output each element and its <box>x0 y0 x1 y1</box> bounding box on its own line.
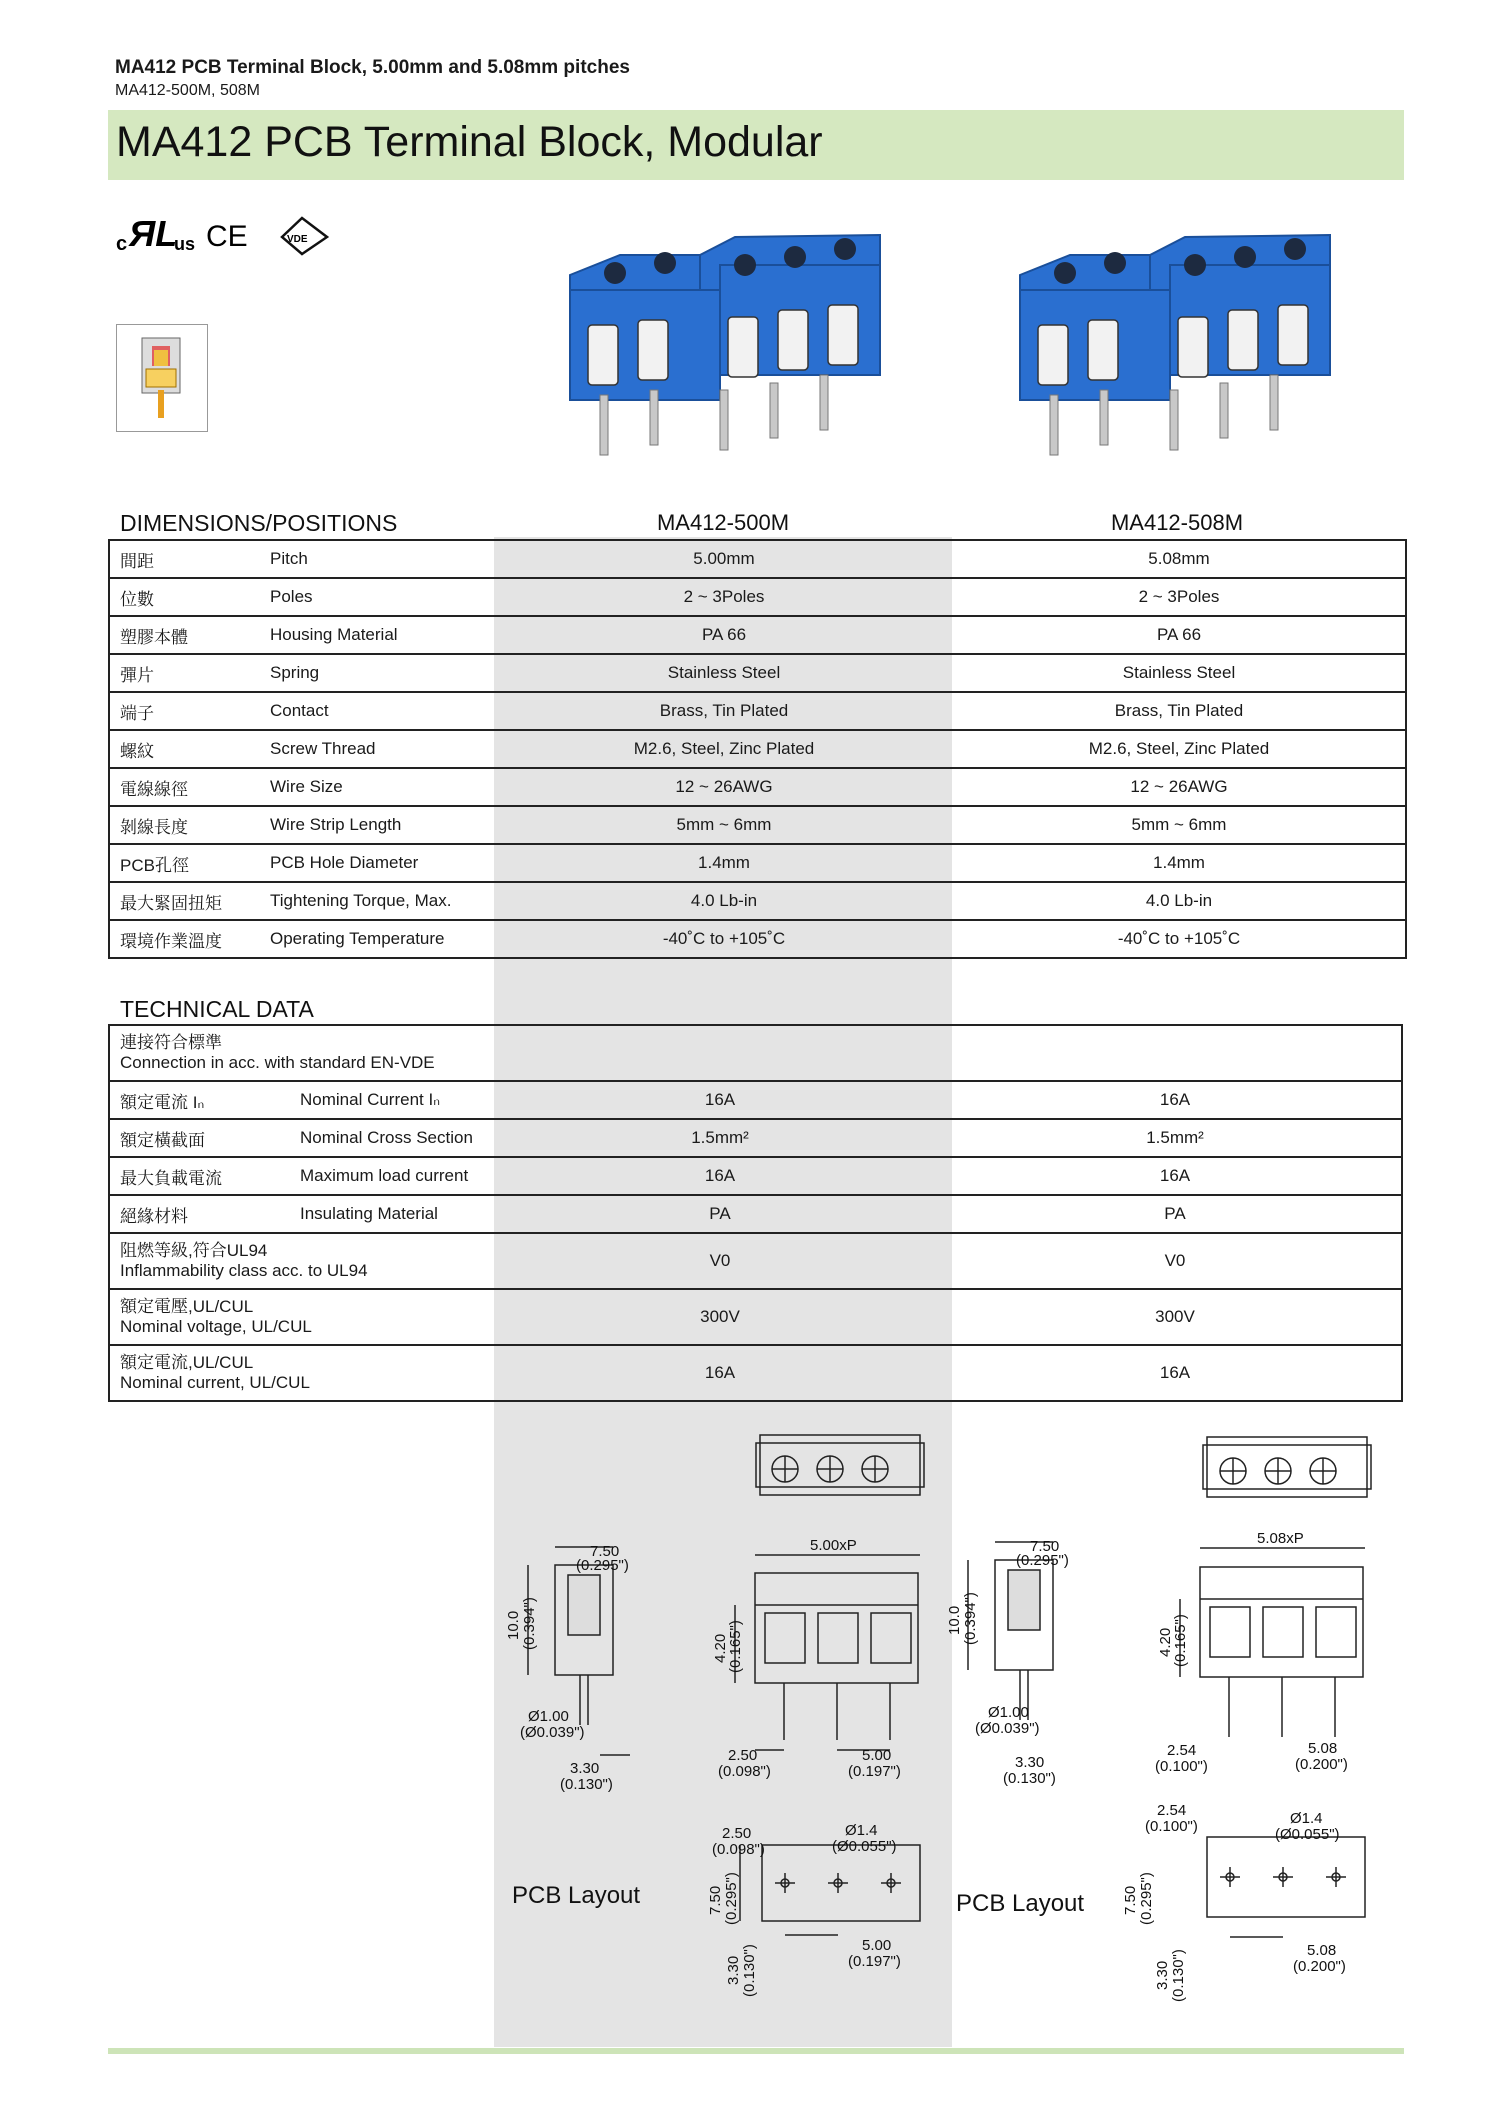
value-v2: 1.4mm <box>953 844 1406 882</box>
column-header-508m: MA412-508M <box>1110 510 1244 535</box>
ce-logo-icon: CE <box>206 220 248 253</box>
svg-text:Ø1.4: Ø1.4 <box>1290 1810 1323 1827</box>
svg-text:(0.130"): (0.130") <box>560 1776 613 1793</box>
value-v2: V0 <box>949 1233 1402 1289</box>
svg-text:5.08: 5.08 <box>1308 1740 1338 1757</box>
value-v1: M2.6, Steel, Zinc Plated <box>495 730 953 768</box>
vde-logo-icon <box>282 218 327 254</box>
label-en: Poles <box>270 578 495 616</box>
label-zh: 端子 <box>109 692 270 730</box>
svg-text:7.50: 7.50 <box>1122 1885 1139 1915</box>
svg-text:Ø1.00: Ø1.00 <box>528 1708 569 1725</box>
label-en: Operating Temperature <box>270 920 495 958</box>
label-zh: 阻燃等級,符合UL94 <box>120 1241 268 1260</box>
svg-text:(0.197"): (0.197") <box>848 1763 901 1780</box>
footer-bar <box>108 2048 1404 2054</box>
svg-text:3.30: 3.30 <box>1154 1960 1171 1990</box>
table-row <box>109 654 1406 692</box>
value-v1: PA 66 <box>495 616 953 654</box>
value-v1: 2 ~ 3Poles <box>495 578 953 616</box>
value-v2: -40˚C to +105˚C <box>953 920 1406 958</box>
value-v1: Stainless Steel <box>495 654 953 692</box>
svg-text:(0.295"): (0.295") <box>1138 1872 1155 1925</box>
svg-text:3.30: 3.30 <box>1015 1754 1045 1771</box>
label-zh: 電線線徑 <box>109 768 270 806</box>
value-v1: 5mm ~ 6mm <box>495 806 953 844</box>
svg-text:4.20: 4.20 <box>1157 1627 1174 1657</box>
table-row <box>109 1157 1402 1195</box>
table-row <box>109 578 1406 616</box>
pcb-layout-label-508m: PCB Layout <box>956 1890 1085 1917</box>
label-en: Contact <box>270 692 495 730</box>
value-v2: M2.6, Steel, Zinc Plated <box>953 730 1406 768</box>
svg-text:(Ø0.055"): (Ø0.055") <box>832 1838 897 1855</box>
label-en: Spring <box>270 654 495 692</box>
cross-section-thumbnail <box>116 324 208 432</box>
label-zh: 額定電壓,UL/CUL <box>120 1297 254 1316</box>
label-en: Insulating Material <box>300 1195 491 1233</box>
value-v2: PA <box>949 1195 1402 1233</box>
label-en: Tightening Torque, Max. <box>270 882 495 920</box>
svg-text:VDE: VDE <box>287 234 308 245</box>
table-row <box>109 540 1406 578</box>
svg-text:ЯL: ЯL <box>129 213 178 254</box>
label-zh: PCB孔徑 <box>109 844 270 882</box>
svg-text:(0.130"): (0.130") <box>741 1944 758 1997</box>
svg-text:10.0: 10.0 <box>505 1610 522 1640</box>
pcb-layout-label-500m: PCB Layout <box>512 1882 641 1909</box>
front-view-drawing <box>735 1555 920 1750</box>
svg-text:7.50: 7.50 <box>1030 1538 1060 1555</box>
svg-text:2.54: 2.54 <box>1157 1802 1187 1819</box>
svg-text:3.30: 3.30 <box>725 1955 742 1985</box>
label-en: Housing Material <box>270 616 495 654</box>
label-zh: 最大負載電流 <box>109 1157 300 1195</box>
table-row <box>109 692 1406 730</box>
svg-text:us: us <box>174 234 196 254</box>
value-v2: 12 ~ 26AWG <box>953 768 1406 806</box>
technical-section-title: TECHNICAL DATA <box>120 996 314 1022</box>
pcb-layout-drawing <box>1207 1837 1365 1937</box>
connection-zh: 連接符合標準 <box>120 1033 222 1052</box>
top-view-drawing <box>1203 1437 1371 1497</box>
svg-text:Ø1.4: Ø1.4 <box>845 1822 878 1839</box>
value-v1: 16A <box>491 1081 949 1119</box>
label-zh: 絕緣材料 <box>109 1195 300 1233</box>
table-row <box>109 1081 1402 1119</box>
svg-text:(0.100"): (0.100") <box>1155 1758 1208 1775</box>
document-subtitle: MA412-500M, 508M <box>115 82 260 99</box>
value-v1: 300V <box>491 1289 949 1345</box>
svg-text:(0.200"): (0.200") <box>1293 1958 1346 1975</box>
svg-text:(Ø0.055"): (Ø0.055") <box>1275 1826 1340 1843</box>
label-zh: 塑膠本體 <box>109 616 270 654</box>
table-row <box>109 616 1406 654</box>
svg-text:(Ø0.039"): (Ø0.039") <box>975 1720 1040 1737</box>
svg-text:5.00: 5.00 <box>862 1747 892 1764</box>
pcb-layout-drawing <box>740 1845 920 1935</box>
label-zh: 間距 <box>109 540 270 578</box>
label-en: Inflammability class acc. to UL94 <box>120 1261 368 1280</box>
top-view-drawing <box>756 1435 924 1495</box>
table-row <box>109 882 1406 920</box>
label-en: Nominal current, UL/CUL <box>120 1373 310 1392</box>
connection-standard-label <box>109 1025 491 1081</box>
value-v1: 12 ~ 26AWG <box>495 768 953 806</box>
svg-text:(0.100"): (0.100") <box>1145 1818 1198 1835</box>
svg-text:4.20: 4.20 <box>712 1633 729 1663</box>
label-en: Pitch <box>270 540 495 578</box>
value-v2: 5mm ~ 6mm <box>953 806 1406 844</box>
drawing-500m <box>500 1425 940 2025</box>
label-en: PCB Hole Diameter <box>270 844 495 882</box>
product-photo-508m <box>1010 225 1340 465</box>
svg-text:2.50: 2.50 <box>728 1747 758 1764</box>
svg-text:(0.394"): (0.394") <box>962 1592 979 1645</box>
svg-text:10.0: 10.0 <box>946 1605 963 1635</box>
dimensions-table <box>108 539 1407 959</box>
value-v1: 16A <box>491 1345 949 1401</box>
value-v1: 1.4mm <box>495 844 953 882</box>
svg-text:(0.197"): (0.197") <box>848 1953 901 1970</box>
label-zh: 螺紋 <box>109 730 270 768</box>
value-v1: 4.0 Lb-in <box>495 882 953 920</box>
row-label <box>109 1289 491 1345</box>
table-row <box>109 806 1406 844</box>
svg-text:(0.295"): (0.295") <box>1016 1552 1069 1569</box>
svg-text:3.30: 3.30 <box>570 1760 600 1777</box>
value-v2: Brass, Tin Plated <box>953 692 1406 730</box>
table-row <box>109 1025 1402 1081</box>
connection-en: Connection in acc. with standard EN-VDE <box>120 1053 435 1072</box>
svg-text:5.00: 5.00 <box>862 1937 892 1954</box>
technical-table <box>108 1024 1403 1402</box>
value-v1: V0 <box>491 1233 949 1289</box>
label-zh: 額定電流 Iₙ <box>109 1081 300 1119</box>
svg-text:2.50: 2.50 <box>722 1825 752 1842</box>
dimensions-section-title: DIMENSIONS/POSITIONS <box>120 510 398 536</box>
front-view-drawing <box>1180 1548 1365 1737</box>
row-label <box>109 1233 491 1289</box>
banner-title: MA412 PCB Terminal Block, Modular <box>116 118 823 166</box>
svg-text:Ø1.00: Ø1.00 <box>988 1704 1029 1721</box>
table-row <box>109 1119 1402 1157</box>
label-en: Wire Strip Length <box>270 806 495 844</box>
label-zh: 最大緊固扭矩 <box>109 882 270 920</box>
label-en: Screw Thread <box>270 730 495 768</box>
svg-text:c: c <box>116 233 128 255</box>
table-row <box>109 1289 1402 1345</box>
value-v2: 300V <box>949 1289 1402 1345</box>
value-v1: 5.00mm <box>495 540 953 578</box>
svg-text:(0.200"): (0.200") <box>1295 1756 1348 1773</box>
table-row <box>109 844 1406 882</box>
label-zh: 環境作業溫度 <box>109 920 270 958</box>
label-zh: 剝線長度 <box>109 806 270 844</box>
table-row <box>109 768 1406 806</box>
svg-text:(0.098"): (0.098") <box>712 1841 765 1858</box>
svg-text:(0.098"): (0.098") <box>718 1763 771 1780</box>
document-title: MA412 PCB Terminal Block, 5.00mm and 5.08mm pitches <box>115 57 630 78</box>
svg-text:7.50: 7.50 <box>707 1885 724 1915</box>
column-header-500m: MA412-500M <box>656 510 790 535</box>
row-label <box>109 1345 491 1401</box>
value-v1: 16A <box>491 1157 949 1195</box>
value-v2: PA 66 <box>953 616 1406 654</box>
table-row <box>109 1233 1402 1289</box>
table-row <box>109 730 1406 768</box>
table-row <box>109 920 1406 958</box>
svg-text:(0.130"): (0.130") <box>1003 1770 1056 1787</box>
svg-text:(0.165"): (0.165") <box>727 1620 744 1673</box>
label-en: Wire Size <box>270 768 495 806</box>
svg-text:(Ø0.039"): (Ø0.039") <box>520 1724 585 1741</box>
value-v2: 5.08mm <box>953 540 1406 578</box>
label-zh: 彈片 <box>109 654 270 692</box>
value-v1: PA <box>491 1195 949 1233</box>
label-zh: 額定電流,UL/CUL <box>120 1353 254 1372</box>
svg-text:(0.295"): (0.295") <box>576 1557 629 1574</box>
value-v1: 1.5mm² <box>491 1119 949 1157</box>
table-row <box>109 1345 1402 1401</box>
label-en: Nominal Cross Section <box>300 1119 491 1157</box>
value-v2: 4.0 Lb-in <box>953 882 1406 920</box>
label-en: Nominal voltage, UL/CUL <box>120 1317 312 1336</box>
svg-text:(0.394"): (0.394") <box>521 1597 538 1650</box>
svg-text:5.00xP: 5.00xP <box>810 1537 857 1554</box>
table-row <box>109 1195 1402 1233</box>
svg-text:7.50: 7.50 <box>590 1543 620 1560</box>
svg-text:(0.130"): (0.130") <box>1170 1949 1187 2002</box>
svg-text:5.08xP: 5.08xP <box>1257 1530 1304 1547</box>
svg-text:(0.165"): (0.165") <box>1172 1614 1189 1667</box>
value-v2: 1.5mm² <box>949 1119 1402 1157</box>
value-v2: 16A <box>949 1345 1402 1401</box>
value-v1: -40˚C to +105˚C <box>495 920 953 958</box>
label-en: Nominal Current Iₙ <box>300 1081 491 1119</box>
svg-text:2.54: 2.54 <box>1167 1742 1197 1759</box>
label-zh: 額定橫截面 <box>109 1119 300 1157</box>
value-v2: 2 ~ 3Poles <box>953 578 1406 616</box>
product-photo-500m <box>560 225 890 465</box>
label-zh: 位數 <box>109 578 270 616</box>
drawing-508m <box>945 1425 1385 2025</box>
ul-logo-icon <box>116 213 195 255</box>
value-v2: 16A <box>949 1157 1402 1195</box>
svg-text:(0.295"): (0.295") <box>723 1872 740 1925</box>
value-v2: 16A <box>949 1081 1402 1119</box>
label-en: Maximum load current <box>300 1157 491 1195</box>
value-v1: Brass, Tin Plated <box>495 692 953 730</box>
certification-logos <box>114 210 354 260</box>
value-v2: Stainless Steel <box>953 654 1406 692</box>
svg-text:5.08: 5.08 <box>1307 1942 1337 1959</box>
